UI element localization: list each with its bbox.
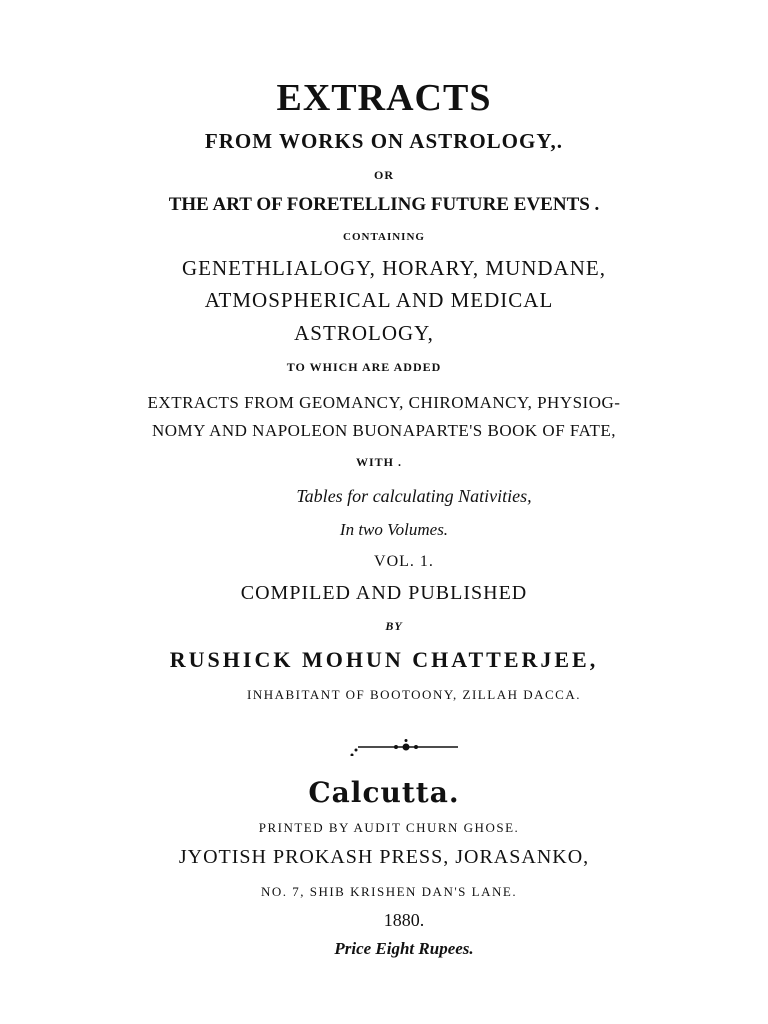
subjects-line-2: ATMOSPHERICAL AND MEDICAL [204,288,554,312]
volume-number: VOL. 1. [374,553,434,570]
press-line: JYOTISH PROKASH PRESS, JORASANKO, [178,846,590,868]
extracts-line-1: EXTRACTS FROM GEOMANCY, CHIROMANCY, PHYSIOG- [147,393,621,412]
author-residence: INHABITANT OF BOOTOONY, ZILLAH DACCA. [247,687,581,702]
author-name: RUSHICK MOHUN CHATTERJEE, [169,647,599,672]
containing-label: CONTAINING [343,231,425,243]
price-line: Price Eight Rupees. [334,939,474,958]
book-title: EXTRACTS [276,77,492,119]
subjects-line-1: GENETHLIALOGY, HORARY, MUNDANE, [182,256,606,280]
tables-line: Tables for calculating Nativities, [296,486,532,506]
extracts-line-2: NOMY AND NAPOLEON BUONAPARTE'S BOOK OF FATE, [151,421,617,440]
or-connector: OR [374,168,394,182]
ornamental-divider [340,738,470,756]
publication-year: 1880. [383,910,425,930]
address-line: NO. 7, SHIB KRISHEN DAN'S LANE. [260,884,518,899]
compiled-published: COMPILED AND PUBLISHED [240,582,528,604]
printer-line: PRINTED BY AUDIT CHURN GHOSE. [258,820,520,835]
city-name: Calcutta. [308,776,460,809]
book-subtitle: FROM WORKS ON ASTROLOGY,. [204,129,564,153]
by-label: BY [385,619,403,633]
with-label: WITH . [355,455,402,469]
added-intro: TO WHICH ARE ADDED [286,360,442,374]
volumes-line: In two Volumes. [339,520,449,539]
subjects-line-3: ASTROLOGY, [294,321,434,345]
alternate-title: THE ART OF FORETELLING FUTURE EVENTS . [168,194,600,215]
